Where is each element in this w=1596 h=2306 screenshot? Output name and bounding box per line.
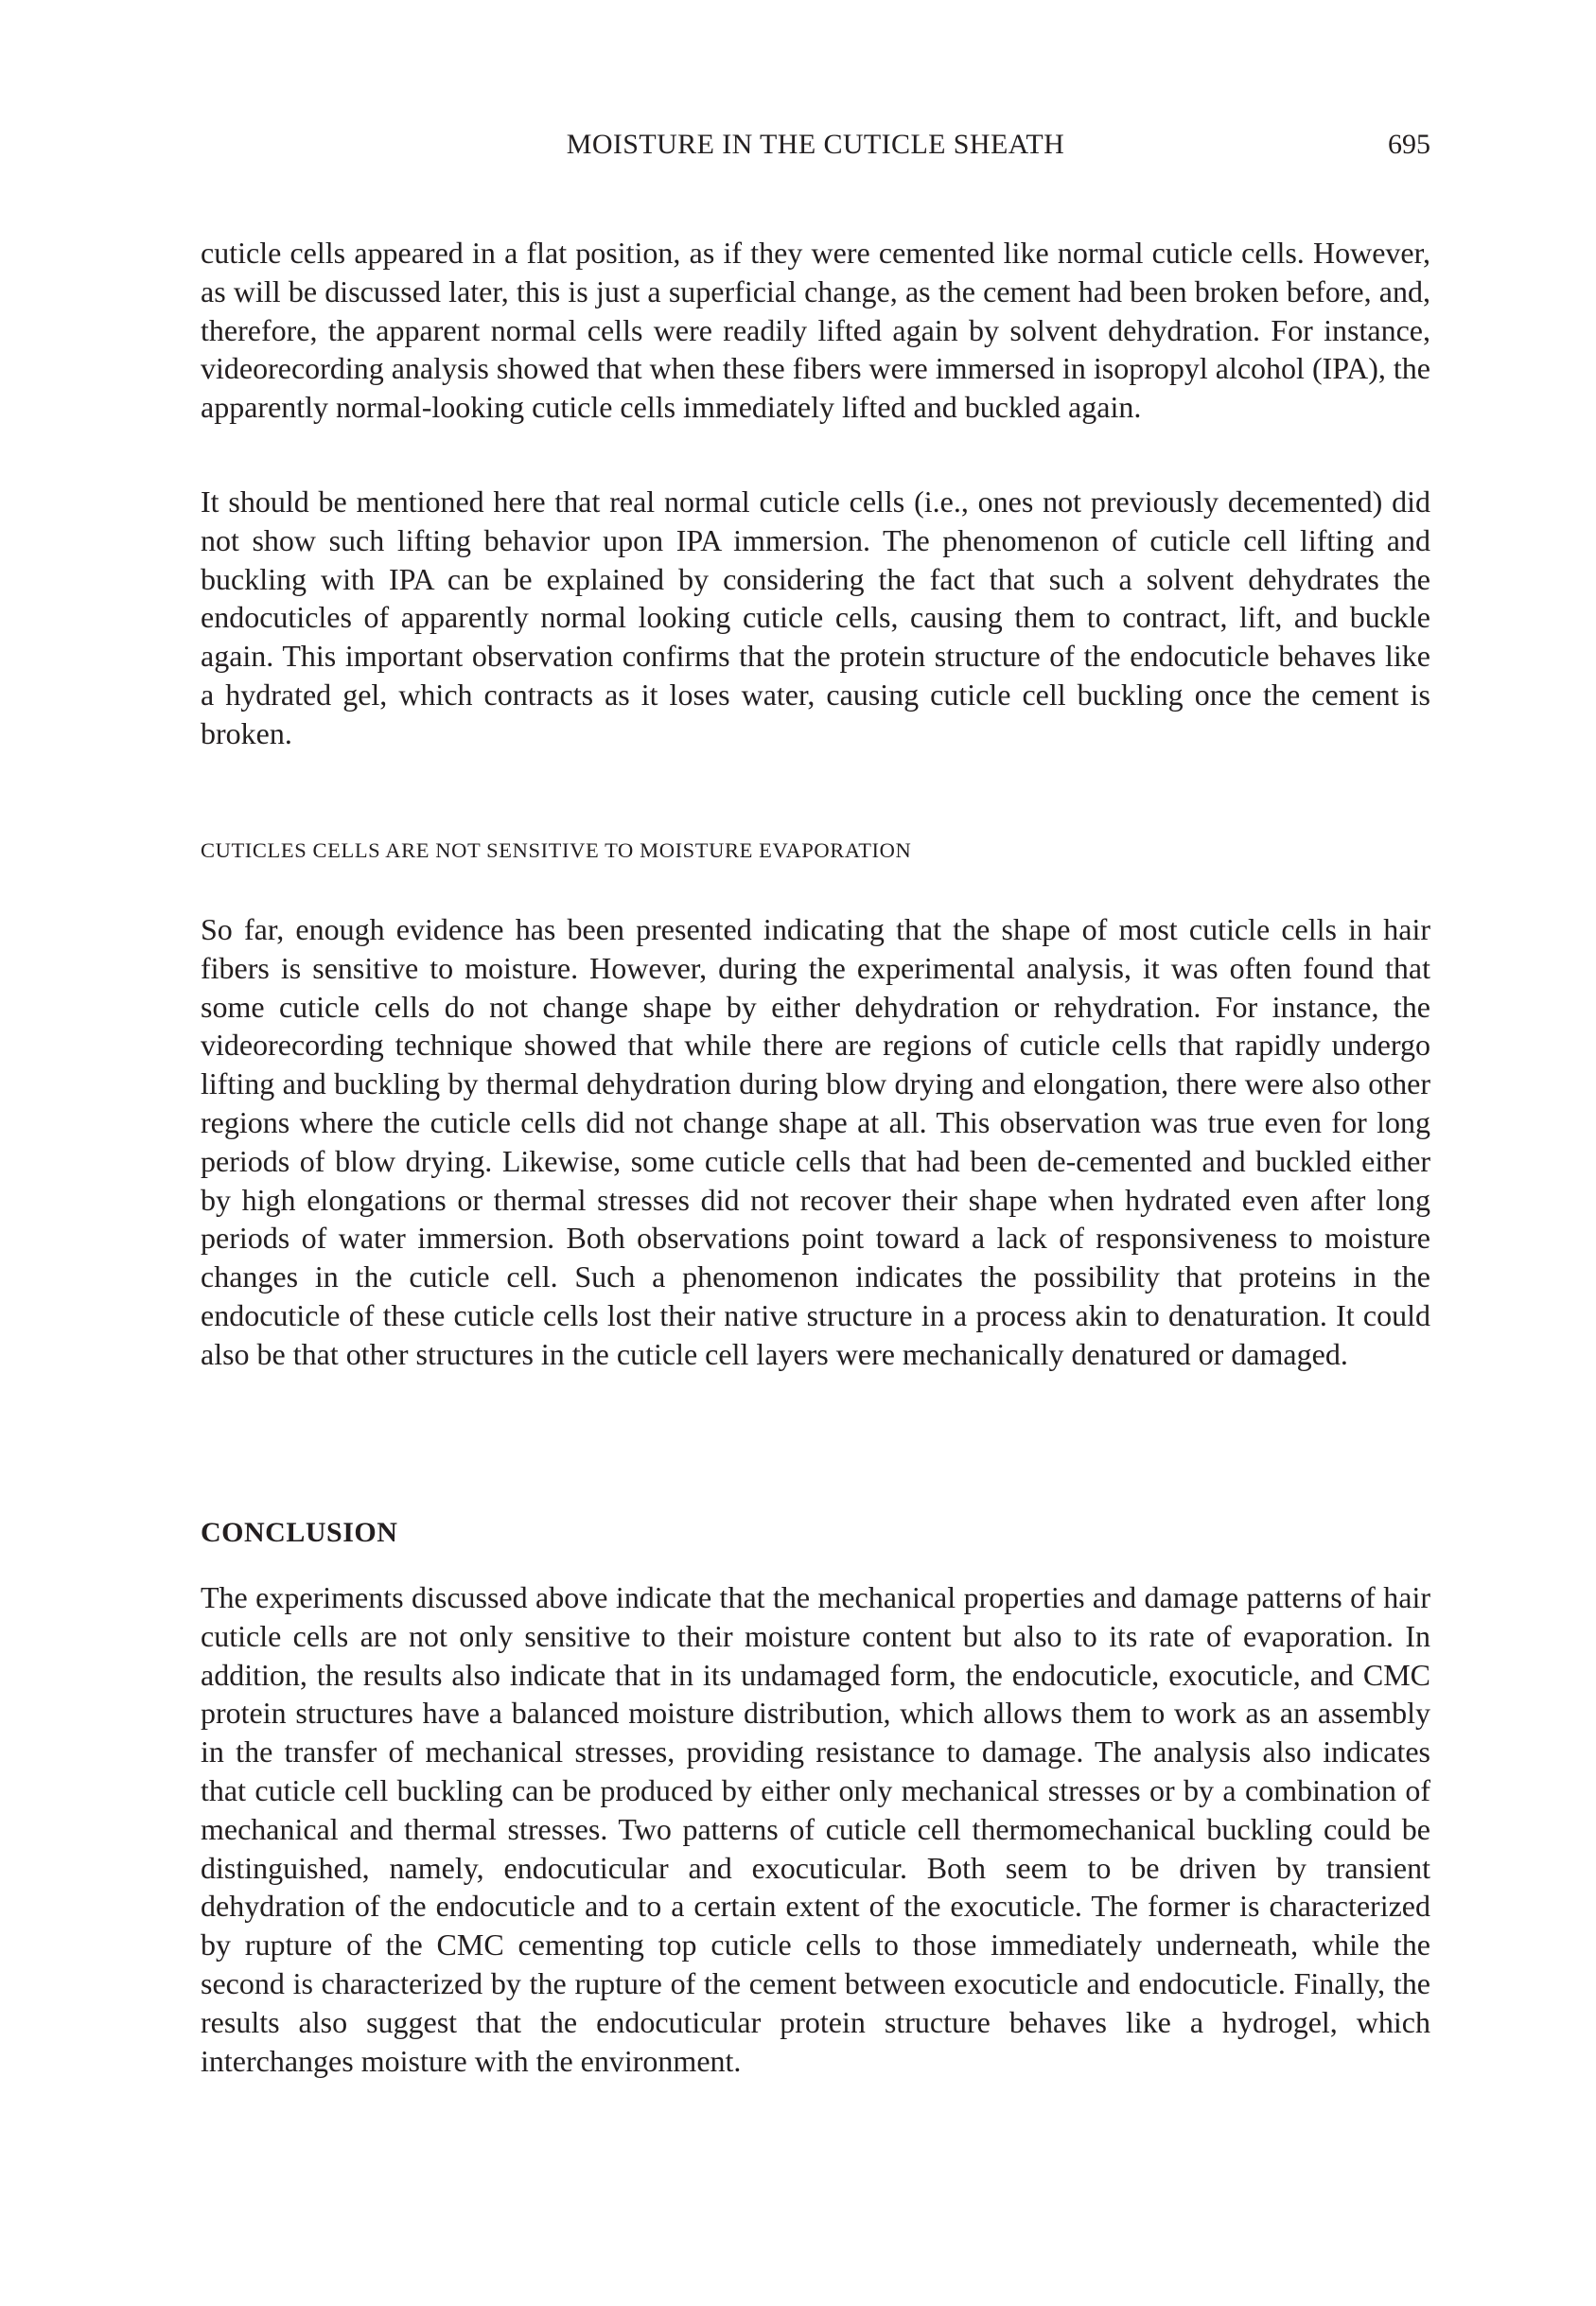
body-paragraph-1: cuticle cells appeared in a flat position, as if they were cemented like normal cuticle cells. However, as will be discussed later, this is just a superficial change, as the cement had been broken before, and, therefore, the apparent normal cells were readily lifted again by solvent dehydration. For instance, videorecording analysis showed that when these fibers were immersed in isopropyl alcohol (IPA), the apparently normal-looking cuticle cells immediately lifted and buckled again. bbox=[201, 236, 1430, 425]
conclusion-paragraph: The experiments discussed above indicate that the mechanical properties and damage patterns of hair cuticle cells are not only sensitive to their moisture content but also to its rate of evaporation. In addition, the results also indicate that in its undamaged form, the endocuticle, exocuticle, and CMC protein structures have a balanced moisture distribution, which allows them to work as an assembly in the transfer of mechanical stresses, providing resistance to damage. The analysis also indicates that cuticle cell buckling can be produced by either only mechanical stresses or by a combination of mechanical and thermal stresses. Two patterns of cuticle cell thermomechanical buckling could be distinguished, namely, endocuticular and exocuticular. Both seem to be driven by transient dehydration of the endocuticle and to a certain extent of the exocuticle. The former is characterized by rupture of the CMC cementing top cuticle cells to those immediately underneath, while the second is characterized by the rupture of the cement between exocuticle and endocuticle. Finally, the results also suggest that the endocuticular protein structure behaves like a hydrogel, which interchanges moisture with the environment. bbox=[201, 1580, 1430, 2078]
page-number: 695 bbox=[1388, 129, 1430, 160]
body-paragraph-1-block bbox=[201, 234, 1430, 427]
body-paragraph-3-block bbox=[201, 910, 1430, 1374]
conclusion-heading: CONCLUSION bbox=[201, 1517, 398, 1548]
running-head-title: MOISTURE IN THE CUTICLE SHEATH bbox=[566, 129, 1065, 160]
body-paragraph-2: It should be mentioned here that real normal cuticle cells (i.e., ones not previously decemented) did not show such lifting behavior upon IPA immersion. The phenomenon of cuticle cell lifting and buckling with IPA can be explained by considering the fact that such a solvent dehydrates the endocuticles of apparently normal looking cuticle cells, causing them to contract, lift, and buckle again. This important observation confirms that the protein structure of the endocuticle behaves like a hydrated gel, which contracts as it loses water, causing cuticle cell buckling once the cement is broken. bbox=[201, 484, 1430, 750]
body-paragraph-3: So far, enough evidence has been presented indicating that the shape of most cuticle cells in hair fibers is sensitive to moisture. However, during the experimental analysis, it was often found that some cuticle cells do not change shape by either dehydration or rehydration. For instance, the videorecording technique showed that while there are regions of cuticle cells that rapidly undergo lifting and buckling by thermal dehydration during blow drying and elongation, there were also other regions where the cuticle cells did not change shape at all. This observation was true even for long periods of blow drying. Likewise, some cuticle cells that had been de-cemented and buckled either by high elongations or thermal stresses did not recover their shape when hydrated even after long periods of water immersion. Both observations point toward a lack of responsiveness to moisture changes in the cuticle cell. Such a phenomenon indicates the possibility that proteins in the endocuticle of these cuticle cells lost their native structure in a process akin to denaturation. It could also be that other structures in the cuticle cell layers were mechanically denatured or damaged. bbox=[201, 912, 1430, 1371]
running-head bbox=[201, 129, 1430, 170]
conclusion-paragraph-block bbox=[201, 1578, 1430, 2080]
body-paragraph-2-block bbox=[201, 483, 1430, 753]
section-subheading: CUTICLES CELLS ARE NOT SENSITIVE TO MOISTURE EVAPORATION bbox=[201, 838, 912, 862]
